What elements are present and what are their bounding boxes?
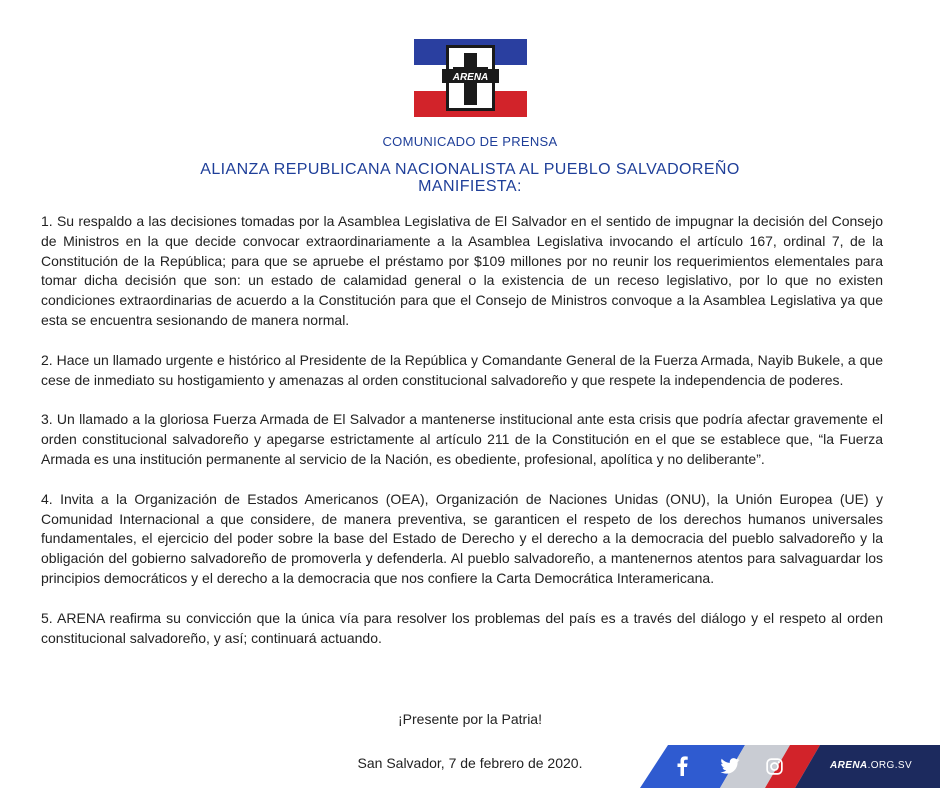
logo-text: ARENA [452, 72, 489, 83]
press-release-label: COMUNICADO DE PRENSA [382, 134, 558, 149]
title-line-2: MANIFIESTA: [418, 178, 522, 195]
paragraph-3: 3. Un llamado a la gloriosa Fuerza Armada de El Salvador a mantenerse institucional ante esta crisis que podría afectar gravemente el orden constitucional salvadoreño y apegarse estrictamente al artículo 211 de la Constitución en el que se establece que, “la Fuerza Armada es una institución permanente al servicio de la Nación, es obediente, profesional, apolítica y no deliberante”. [41, 411, 883, 467]
paragraph-4: 4. Invita a la Organización de Estados Americanos (OEA), Organización de Naciones Unidas (ONU), la Unión Europea (UE) y Comunidad Internacional a que considere, de manera preventiva, se garanticen el respeto de los derechos humanos universales fundamentales, el ejercicio del poder sobre la base del Estado de Derecho y el derecho a la democracia del pueblo salvadoreño y la obligación del gobierno salvadoreño de promoverla y defenderla. Al pueblo salvadoreño, a mantenernos atentos para salvaguardar los principios democráticos y el derecho a la democracia que nos confiere la Carta Democrática Interamericana. [41, 490, 883, 586]
paragraph-2: 2. Hace un llamado urgente e histórico al Presidente de la República y Comandante General de la Fuerza Armada, Nayib Bukele, a que cese de inmediato su hostigamiento y amenazas al orden constitucional salvadoreño y que respete la independencia de poderes. [41, 351, 883, 388]
facebook-icon[interactable] [668, 752, 696, 780]
paragraph-5: 5. ARENA reafirma su convicción que la única vía para resolver los problemas del país es a través del diálogo y el respeto al orden constitucional salvadoreño, y así; continuará actuando. [41, 609, 883, 646]
closing-place-date: San Salvador, 7 de febrero de 2020. [357, 755, 583, 771]
website-brand: ARENA [830, 760, 868, 771]
closing-slogan: ¡Presente por la Patria! [398, 711, 542, 727]
paragraph-1: 1. Su respaldo a las decisiones tomadas por la Asamblea Legislativa de El Salvador en el sentido de impugnar la decisión del Consejo de Ministros en la que decide convocar extraordinariamente a la Asamblea Legislativa invocando el artículo 167, ordinal 7, de la Constitución de la República; para que se apruebe el préstamo por $109 millones por no reunir los requerimientos elementales para tomar dicha decisión que son: un estado de calamidad general o la existencia de un receso legislativo, por lo que no existen condiciones extraordinarias de acuerdo a la Constitución para que el Consejo de Ministros convoque a la Asamblea Legislativa ya que esta se encuentra sesionando de manera normal. [41, 213, 883, 328]
website-link[interactable] [830, 760, 912, 771]
title-line-1: ALIANZA REPUBLICANA NACIONALISTA AL PUEBLO SALVADOREÑO [200, 161, 740, 178]
twitter-icon[interactable] [716, 752, 744, 780]
instagram-icon[interactable] [760, 752, 788, 780]
website-suffix: .ORG.SV [867, 760, 913, 771]
